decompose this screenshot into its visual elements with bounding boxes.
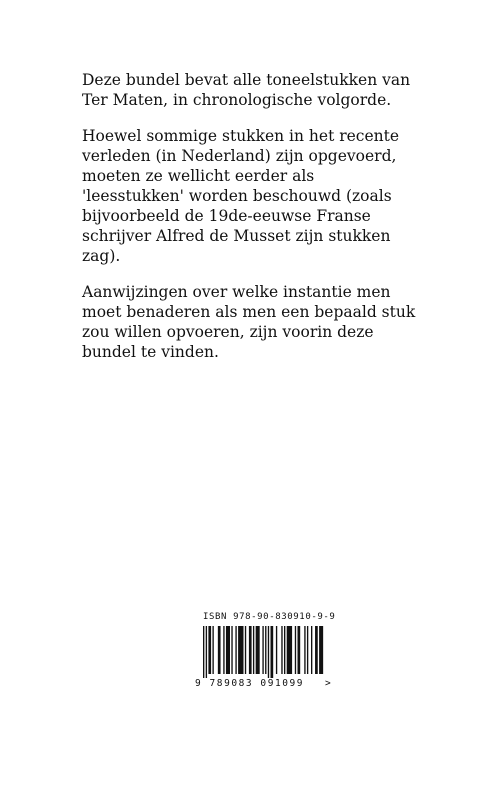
barcode-bar [315, 626, 318, 674]
barcode-bar [295, 626, 296, 674]
blurb-paragraph-3: Aanwijzingen over welke instantie men moet benaderen als men een bepaald stuk zou willen opvoeren, zijn voorin deze bundel te vinden. [82, 283, 416, 361]
barcode-bar [319, 626, 323, 674]
barcode-bar [256, 626, 260, 674]
blurb-paragraph-2: Hoewel sommige stukken in het recente verleden (in Nederland) zijn opgevoerd, moeten ze wellicht eerder als 'leesstukken' worden beschouwd (zoals bijvoorbeeld de 19de-eeuwse Franse schrijver Alfred de Musset zijn stukken zag). [82, 127, 400, 265]
barcode-bar [249, 626, 252, 674]
blurb-text [82, 70, 418, 378]
barcode-bar [245, 626, 246, 674]
barcode-bar [238, 626, 243, 674]
barcode-bar [311, 626, 312, 674]
blurb-paragraph-1: Deze bundel bevat alle toneelstukken van Ter Maten, in chronologische volgorde. [82, 71, 411, 109]
barcode-bar [235, 626, 236, 674]
barcode-bar [212, 626, 213, 674]
barcode-bar [226, 626, 230, 674]
barcode-bar [203, 626, 204, 678]
barcode-bar [276, 626, 277, 674]
barcode-bar [304, 626, 305, 674]
barcode-bar [206, 626, 207, 678]
isbn-barcode [195, 612, 336, 694]
barcode-bar [281, 626, 282, 674]
barcode-bar [253, 626, 254, 674]
barcode-bars [203, 626, 325, 678]
barcode-bar [262, 626, 263, 674]
barcode-bar [208, 626, 211, 674]
isbn-label: ISBN 978-90-830910-9-9 [203, 612, 336, 622]
barcode-bar [284, 626, 285, 674]
barcode-bar [298, 626, 301, 674]
barcode-bar [223, 626, 224, 674]
barcode-bar [287, 626, 292, 674]
barcode-bar [231, 626, 232, 674]
ean-digits: 9 789083 091099 [195, 678, 305, 689]
quiet-zone-marker: > [325, 678, 331, 689]
barcode-bar [218, 626, 221, 674]
barcode-bar [265, 626, 266, 674]
barcode-bar [271, 626, 274, 678]
barcode-bar [268, 626, 269, 678]
barcode-bar [307, 626, 308, 674]
